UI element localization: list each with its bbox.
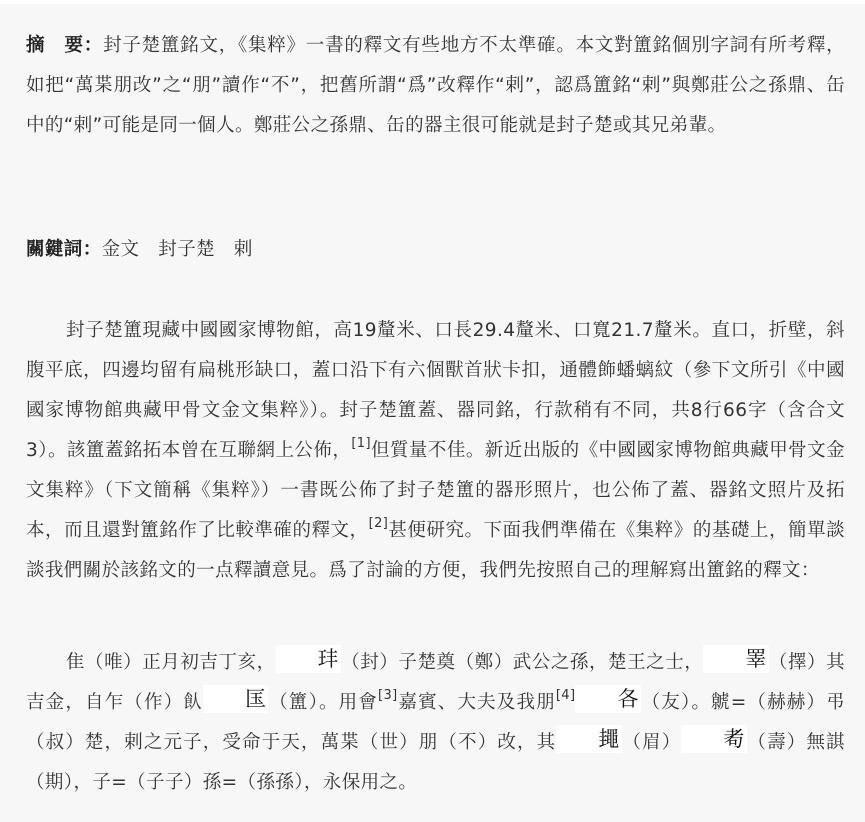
inscription-glyph-image: 匤 — [203, 685, 268, 713]
inscription-text-7: （眉） — [621, 732, 682, 753]
inscription-text-5: 嘉賓、大夫及我朋 — [397, 692, 556, 713]
body-text-3: 甚便研究。下面我們準備在《集粹》的基礎上，簡單談談我們關於該銘文的一点釋讀意見。爲了討論的方便，我們先按照自己的理解寫出簠銘的釋文： — [26, 520, 845, 581]
footnote-ref-4[interactable]: [4] — [555, 687, 576, 703]
inscription-glyph-image: 睪 — [703, 645, 768, 673]
abstract-label: 摘 要： — [26, 35, 104, 56]
inscription-text-3: （擇）其吉金，自乍（作）飤 — [26, 652, 845, 713]
inscription-glyph-image: 䵷 — [556, 725, 621, 753]
abstract-text: 封子楚簠銘文，《集粹》一書的釋文有些地方不太準確。本文對簠銘個別字詞有所考釋，如把“萬枼朋改”之“朋”讀作“不”，把舊所謂“爲”改釋作“剌”，認爲簠銘“剌”與鄭莊公之孫鼎、缶中的“剌”可能是同一個人。鄭莊公之孫鼎、缶的器主很可能就是封子楚或其兄弟輩。 — [26, 35, 845, 136]
inscription-glyph-image: 耇 — [681, 725, 746, 753]
inscription-text-2: （封）子楚奠（鄭）武公之孫，楚王之士， — [341, 652, 704, 673]
inscription-text-8: （壽）無諆（期），子=（子子）孫=（孫孫），永保用之。 — [26, 732, 845, 793]
body-text-2: 但質量不佳。新近出版的《中國國家博物館典藏甲骨文金文集粹》（下文簡稱《集粹》）一書既公佈了封子楚簠的器形照片，也公佈了蓋、器銘文照片及拓本，而且還對簠銘作了比較準確的釋文， — [26, 440, 845, 541]
keywords-label: 關鍵詞： — [26, 239, 102, 260]
footnote-ref-3[interactable]: [3] — [378, 687, 398, 703]
footnote-ref-2[interactable]: [2] — [368, 515, 389, 531]
inscription-glyph-image: 各 — [575, 685, 640, 713]
inscription-text-1: 隹（唯）正月初吉丁亥， — [66, 652, 276, 673]
inscription-paragraph — [26, 643, 845, 803]
inscription-text-6: （友）。虩=（赫赫）弔（叔）楚，剌之元子，受命于天，萬枼（世）朋（不）改，其 — [26, 692, 845, 753]
inscription-text-4: （簠）。用會 — [268, 692, 379, 713]
keywords-text: 金文 封子楚 剌 — [101, 239, 253, 260]
body-paragraph — [26, 311, 845, 591]
footnote-ref-1[interactable]: [1] — [351, 435, 371, 451]
inscription-glyph-image: 玤 — [276, 645, 341, 673]
abstract-paragraph — [26, 26, 845, 146]
body-text-1: 封子楚簠現藏中國國家博物館，高19釐米、口長29.4釐米、口寬21.7釐米。直口，折壁，斜腹平底，四邊均留有扁桃形缺口，蓋口沿下有六個獸首狀卡扣，通體飾蟠螭紋（參下文所引《中國國家博物館典藏甲骨文金文集粹》）。封子楚簠蓋、器同銘，行款稍有不同，共8行66字（含合文3）。該簠蓋銘拓本曾在互聯網上公佈， — [26, 320, 845, 461]
keywords-paragraph — [26, 230, 845, 270]
